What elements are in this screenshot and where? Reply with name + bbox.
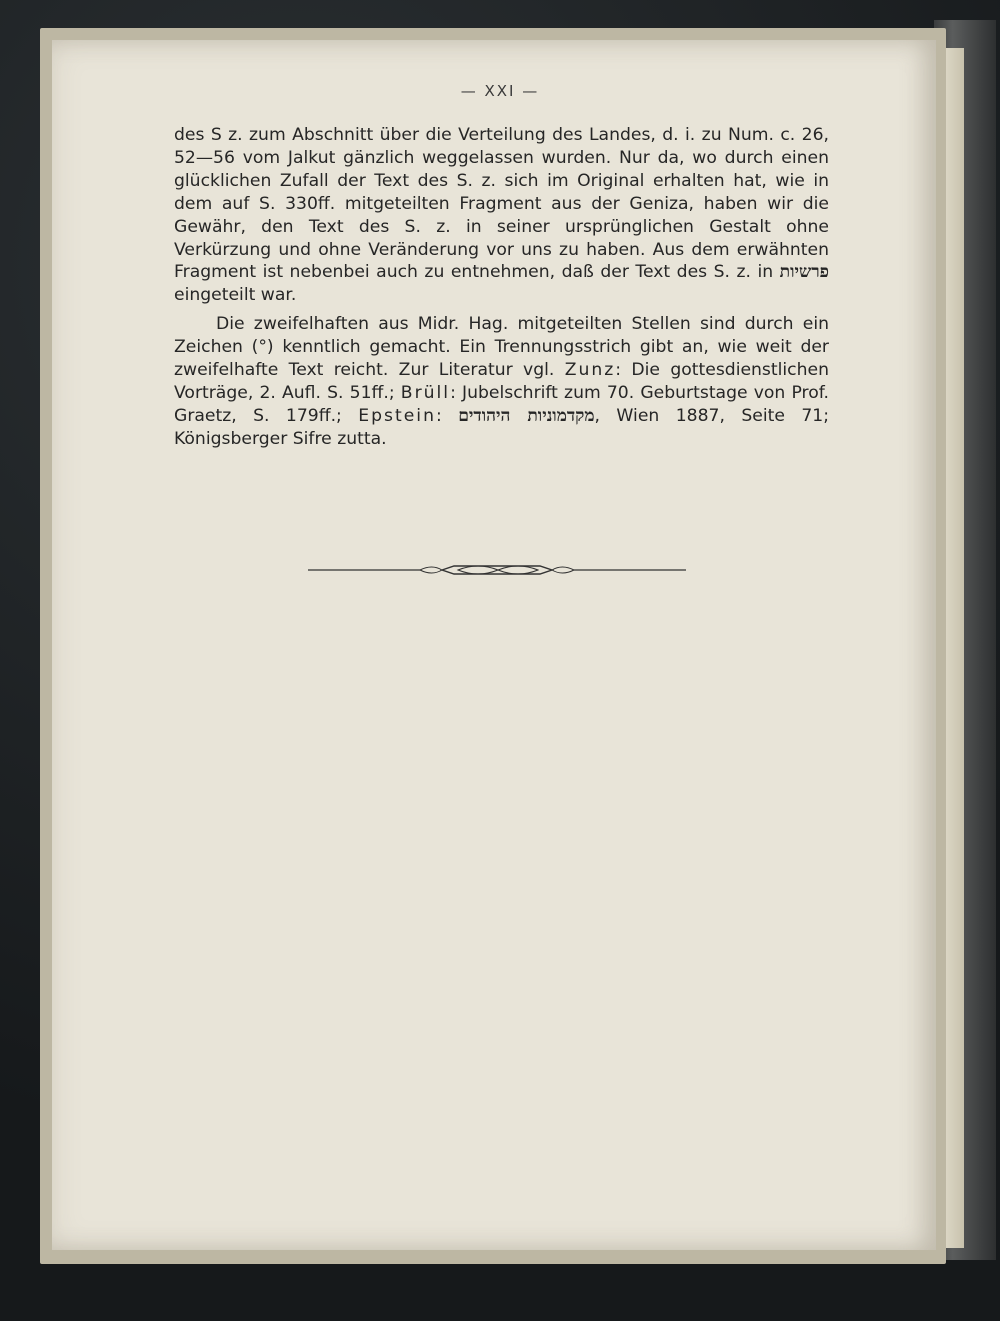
hebrew-term-parshiot: פרשיות bbox=[779, 262, 829, 283]
page-number: — XXI — bbox=[460, 82, 540, 100]
paragraph-1-end: eingeteilt war. bbox=[174, 285, 297, 306]
paragraph-1 bbox=[174, 124, 829, 307]
ornament-divider bbox=[308, 558, 686, 582]
reference-epstein-separator: : bbox=[435, 405, 442, 426]
body-text bbox=[174, 124, 829, 451]
paragraph-1-text: des S z. zum Abschnitt über die Verteilung des Landes, d. i. zu Num. c. 26, 52—56 vom Jalkut gänzlich weggelassen wurden. Nur da, wo durch einen glücklichen Zufall der Text des S. z. sich im Original erhalten hat, wie in dem auf S. 330ff. mitgeteilten Fragment aus der Geniza, haben wir die Gewähr, den Text des S. z. in seiner ursprünglichen Gestalt ohne Verkürzung und ohne Veränderung vor uns zu haben. Aus dem erwähnten Fragment ist nebenbei auch zu entnehmen, daß der Text des S. z. in bbox=[174, 125, 829, 283]
author-epstein: Epstein bbox=[358, 405, 436, 426]
reference-epstein: , Wien 1887, Seite 71; Königsberger Sifre zutta. bbox=[174, 405, 829, 449]
hebrew-title-mikadmoniyot: מקדמוניות היהודים bbox=[458, 405, 595, 426]
paragraph-2 bbox=[174, 313, 829, 450]
author-bruell: Brüll bbox=[400, 382, 451, 403]
reference-bruell: : Jubelschrift zum 70. Geburtstage von Prof. Graetz, S. 179ff.; bbox=[174, 382, 830, 426]
author-zunz: Zunz bbox=[564, 360, 616, 381]
paragraph-2-intro: Die zweifelhaften aus Midr. Hag. mitgeteilten Stellen sind durch ein Zeichen (°) kenntlich gemacht. Ein Trennungsstrich gibt an, wie weit der zweifelhafte Text reicht. Zur Literatur vgl. bbox=[174, 314, 829, 381]
reference-zunz: : Die gottesdienstlichen Vorträge, 2. Aufl. S. 51ff.; bbox=[174, 360, 829, 403]
